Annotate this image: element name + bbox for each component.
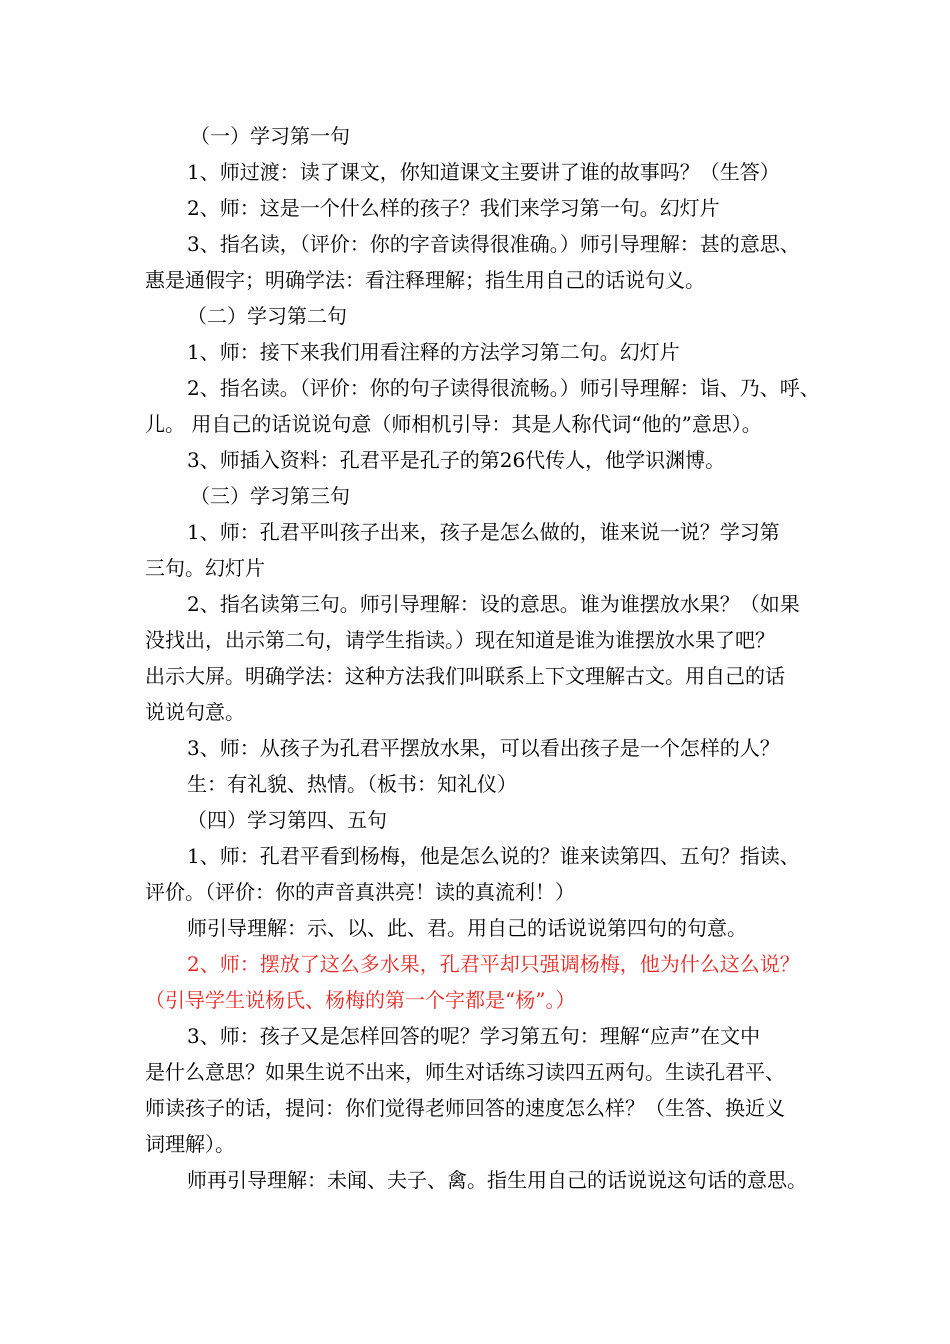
paragraph-line: 2、指名读第三句。师引导理解：设的意思。谁为谁摆放水果？（如果 bbox=[187, 592, 800, 616]
paragraph-line: 3、师：从孩子为孔君平摆放水果，可以看出孩子是一个怎样的人？ bbox=[187, 736, 780, 760]
paragraph-line: 师再引导理解：未闻、夫子、禽。指生用自己的话说说这句话的意思。 bbox=[187, 1168, 807, 1192]
paragraph-line: 说说句意。 bbox=[145, 700, 245, 724]
heading-section-2: （二）学习第二句 bbox=[187, 304, 347, 328]
paragraph-line: 词理解）。 bbox=[145, 1132, 235, 1156]
paragraph-line: 儿。 用自己的话说说句意（师相机引导：其是人称代词“他的”意思）。 bbox=[145, 412, 762, 436]
paragraph-line: 是什么意思？如果生说不出来，师生对话练习读四五两句。生读孔君平、 bbox=[145, 1060, 785, 1084]
paragraph-line: 1、师：接下来我们用看注释的方法学习第二句。幻灯片 bbox=[187, 340, 680, 364]
paragraph-line: 2、师：这是一个什么样的孩子？我们来学习第一句。幻灯片 bbox=[187, 196, 720, 220]
paragraph-line: 出示大屏。明确学法：这种方法我们叫联系上下文理解古文。用自己的话 bbox=[145, 664, 785, 688]
paragraph-line: 师读孩子的话，提问：你们觉得老师回答的速度怎么样？（生答、换近义 bbox=[145, 1096, 785, 1120]
paragraph-line: 生：有礼貌、热情。（板书：知礼仪） bbox=[187, 772, 517, 796]
paragraph-line: 3、师：孩子又是怎样回答的呢？学习第五句：理解“应声”在文中 bbox=[187, 1024, 761, 1048]
paragraph-line: 惠是通假字；明确学法：看注释理解；指生用自己的话说句义。 bbox=[145, 268, 705, 292]
heading-section-1: （一）学习第一句 bbox=[190, 124, 350, 148]
paragraph-line: 三句。幻灯片 bbox=[145, 556, 265, 580]
heading-section-3: （三）学习第三句 bbox=[190, 484, 350, 508]
paragraph-line: 师引导理解：示、以、此、君。用自己的话说说第四句的句意。 bbox=[187, 916, 747, 940]
paragraph-line: 3、指名读，（评价：你的字音读得很准确。）师引导理解：甚的意思、 bbox=[187, 232, 800, 256]
paragraph-line: 没找出，出示第二句，请学生指读。）现在知道是谁为谁摆放水果了吧？ bbox=[145, 628, 775, 652]
highlighted-line: （引导学生说杨氏、杨梅的第一个字都是“杨”。） bbox=[145, 988, 576, 1012]
paragraph-line: 评价。（评价：你的声音真洪亮！读的真流利！） bbox=[145, 880, 575, 904]
paragraph-line: 2、指名读。（评价：你的句子读得很流畅。）师引导理解：诣、乃、呼、 bbox=[187, 376, 820, 400]
paragraph-line: 1、师：孔君平看到杨梅，他是怎么说的？谁来读第四、五句？指读、 bbox=[187, 844, 800, 868]
paragraph-line: 3、师插入资料：孔君平是孔子的第26代传人，他学识渊博。 bbox=[187, 448, 726, 472]
highlighted-line: 2、师：摆放了这么多水果，孔君平却只强调杨梅，他为什么这么说？ bbox=[187, 952, 800, 976]
heading-section-4: （四）学习第四、五句 bbox=[187, 808, 387, 832]
document-body bbox=[145, 118, 825, 1198]
paragraph-line: 1、师：孔君平叫孩子出来，孩子是怎么做的，谁来说一说？学习第 bbox=[187, 520, 780, 544]
paragraph-line: 1、师过渡：读了课文，你知道课文主要讲了谁的故事吗？（生答） bbox=[187, 160, 780, 184]
